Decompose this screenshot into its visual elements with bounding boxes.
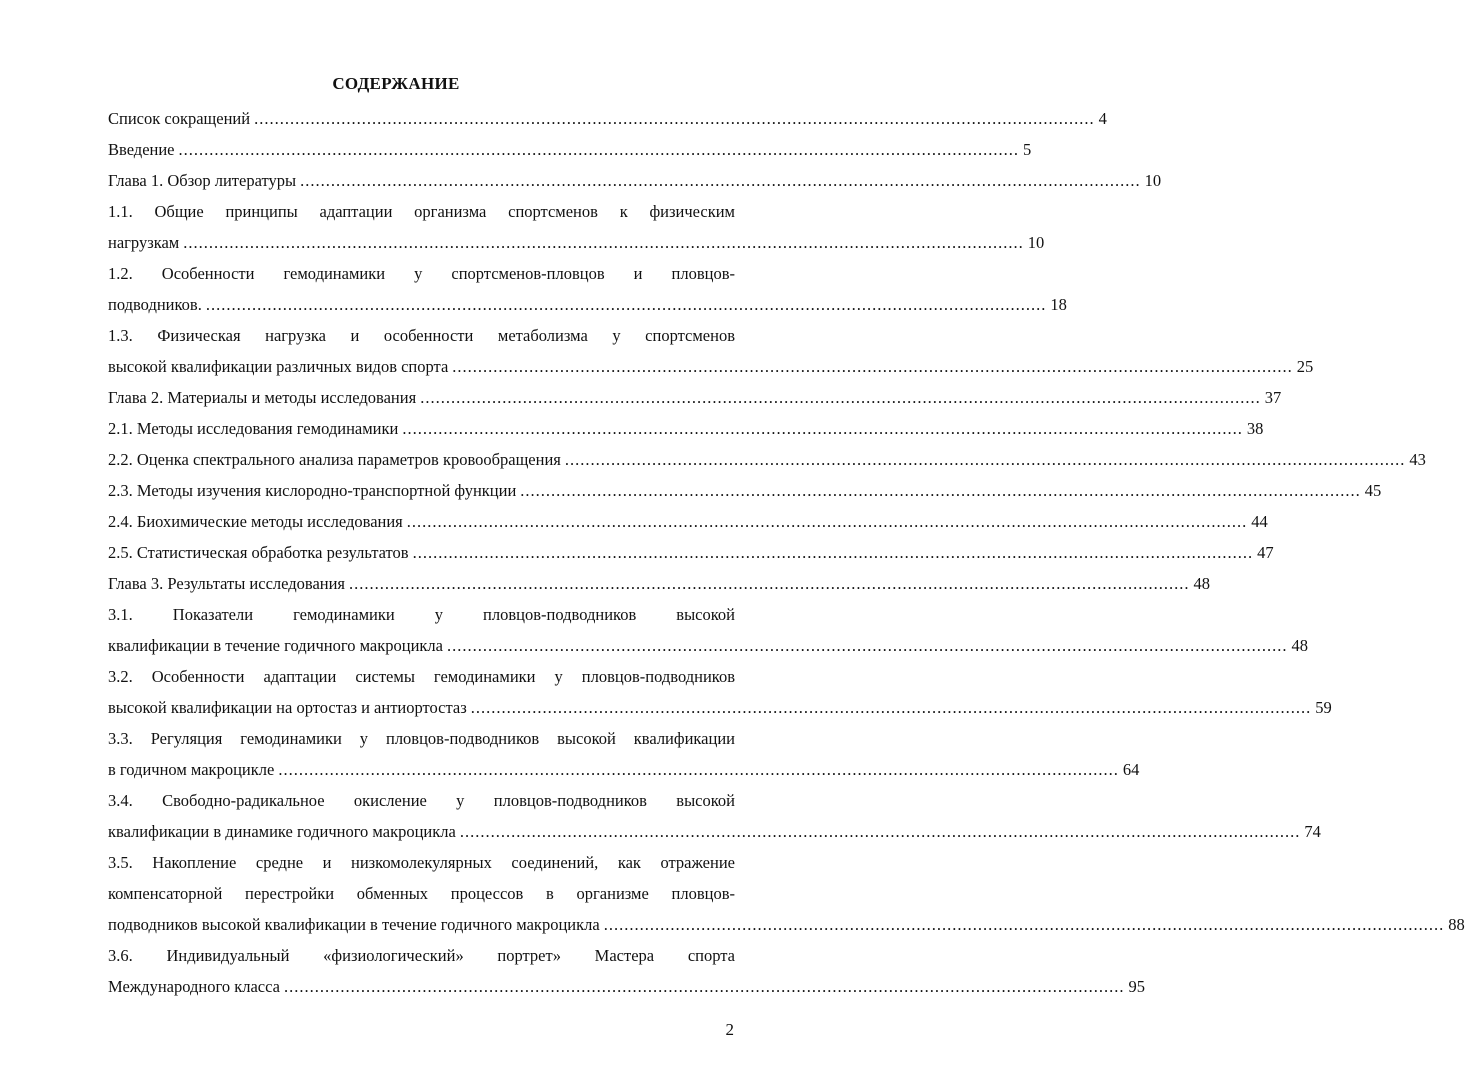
toc-entry-line: [108, 351, 1314, 382]
toc-entry-text: подводников высокой квалификации в течение годичного макроцикла: [108, 915, 600, 934]
toc-entry: [108, 165, 1162, 196]
toc-entry-line: [108, 227, 1045, 258]
toc-page-number: 18: [1050, 295, 1067, 314]
toc-entry: [108, 196, 1045, 258]
toc-entry-text: 2.3. Методы изучения кислородно-транспортной функции: [108, 481, 517, 500]
toc-entry: [108, 940, 1145, 1002]
toc-entry-text: 2.5. Статистическая обработка результатов: [108, 543, 409, 562]
toc-leader-dots: ....................................................................................................................................................................: [406, 512, 1248, 531]
toc-entry-line: [108, 289, 1067, 320]
toc-page-number: 5: [1023, 140, 1032, 159]
toc-entry: [108, 475, 1382, 506]
toc-leader-dots: ....................................................................................................................................................................: [420, 388, 1261, 407]
toc-page-number: 59: [1315, 698, 1332, 717]
toc-entry: [108, 413, 1264, 444]
toc-leader-dots: ....................................................................................................................................................................: [183, 233, 1024, 252]
page-number: 2: [725, 1020, 734, 1039]
toc-leader-dots: ....................................................................................................................................................................: [452, 357, 1293, 376]
toc-entry-line: [108, 475, 1382, 506]
toc-entry-text: квалификации в течение годичного макроцикла: [108, 636, 443, 655]
toc-leader-dots: ....................................................................................................................................................................: [283, 977, 1125, 996]
toc-entry-line: [108, 103, 1107, 134]
toc-leader-dots: ....................................................................................................................................................................: [447, 636, 1288, 655]
toc-page-number: 37: [1264, 388, 1282, 407]
toc-page-number: 10: [1144, 171, 1162, 190]
toc-entry-text: 2.1. Методы исследования гемодинамики: [108, 419, 399, 438]
toc-entry: [108, 568, 1211, 599]
toc-entry-text: высокой квалификации на ортостаз и антиортостаз: [108, 698, 467, 717]
toc-entry-text: подводников.: [108, 295, 202, 314]
toc-entry-text: в годичном макроцикле: [108, 760, 275, 779]
toc-entry-line: [108, 506, 1268, 537]
toc-page-number: 48: [1193, 574, 1211, 593]
toc-entry-line: [108, 568, 1211, 599]
toc-entry: [108, 847, 1465, 940]
toc-entry-heading-line: 1.2. Особенности гемодинамики у спортсменов-пловцов и пловцов-: [108, 264, 735, 283]
toc-page-number: 25: [1296, 357, 1314, 376]
toc-entry-line: [108, 816, 1321, 847]
toc-leader-dots: ....................................................................................................................................................................: [178, 140, 1020, 159]
toc-page-number: 48: [1291, 636, 1308, 655]
toc-page-number: 95: [1128, 977, 1145, 996]
toc-entry-text: Международного класса: [108, 977, 280, 996]
toc-page-number: 43: [1409, 450, 1426, 469]
toc-leader-dots: ....................................................................................................................................................................: [470, 698, 1312, 717]
toc-leader-dots: ....................................................................................................................................................................: [412, 543, 1254, 562]
toc-entry-heading-line: 1.1. Общие принципы адаптации организма спортсменов к физическим: [108, 202, 735, 221]
toc-leader-dots: ....................................................................................................................................................................: [520, 481, 1361, 500]
toc-entry-heading-line: 3.2. Особенности адаптации системы гемодинамики у пловцов-подводников: [108, 667, 735, 686]
toc-entry-heading-line: 3.3. Регуляция гемодинамики у пловцов-подводников высокой квалификации: [108, 729, 735, 748]
toc-entry: [108, 258, 1067, 320]
toc-entry-line: [108, 692, 1332, 723]
toc-entry-text: Глава 3. Результаты исследования: [108, 574, 346, 593]
toc-entry-line: [108, 165, 1162, 196]
toc-page-number: 4: [1098, 109, 1107, 128]
toc-leader-dots: ....................................................................................................................................................................: [300, 171, 1141, 190]
toc-page-number: 47: [1257, 543, 1274, 562]
toc-entry-text: квалификации в динамике годичного макроцикла: [108, 822, 456, 841]
toc-entry-text: Глава 1. Обзор литературы: [108, 171, 297, 190]
toc-entry-heading-line: 3.1. Показатели гемодинамики у пловцов-подводников высокой: [108, 605, 735, 624]
toc-entry-text: Введение: [108, 140, 175, 159]
toc-entry-text: нагрузкам: [108, 233, 180, 252]
toc-entry: [108, 723, 1140, 785]
toc-entry-heading-line: 3.6. Индивидуальный «физиологический» портрет» Мастера спорта: [108, 946, 735, 965]
toc-entry-line: [108, 413, 1264, 444]
toc-page-number: 45: [1364, 481, 1382, 500]
table-of-contents: [108, 103, 1465, 1002]
toc-entry-text: Глава 2. Материалы и методы исследования: [108, 388, 417, 407]
toc-entry-text: 2.2. Оценка спектрального анализа параметров кровообращения: [108, 450, 561, 469]
page-title: СОДЕРЖАНИЕ: [332, 74, 460, 93]
toc-entry-text: высокой квалификации различных видов спорта: [108, 357, 449, 376]
toc-entry: [108, 599, 1308, 661]
toc-leader-dots: ....................................................................................................................................................................: [603, 915, 1445, 934]
toc-entry: [108, 537, 1274, 568]
toc-entry-line: [108, 909, 1465, 940]
toc-entry-line: [108, 444, 1426, 475]
toc-entry-text: 2.4. Биохимические методы исследования: [108, 512, 403, 531]
toc-entry: [108, 320, 1314, 382]
toc-entry-line: [108, 382, 1282, 413]
toc-entry-heading-line: компенсаторной перестройки обменных процессов в организме пловцов-: [108, 884, 735, 903]
toc-page-number: 10: [1027, 233, 1045, 252]
toc-entry: [108, 444, 1426, 475]
toc-leader-dots: ....................................................................................................................................................................: [402, 419, 1243, 438]
toc-page-number: 38: [1246, 419, 1264, 438]
toc-page-number: 44: [1251, 512, 1268, 531]
toc-entry-heading-line: 3.4. Свободно-радикальное окисление у пловцов-подводников высокой: [108, 791, 735, 810]
toc-leader-dots: ....................................................................................................................................................................: [278, 760, 1119, 779]
toc-entry-line: [108, 537, 1274, 568]
toc-entry: [108, 785, 1321, 847]
toc-entry: [108, 103, 1107, 134]
toc-page-number: 74: [1304, 822, 1321, 841]
toc-leader-dots: ....................................................................................................................................................................: [564, 450, 1406, 469]
toc-page-number: 64: [1122, 760, 1140, 779]
toc-leader-dots: ....................................................................................................................................................................: [459, 822, 1301, 841]
toc-entry-line: [108, 134, 1032, 165]
toc-entry-heading-line: 1.3. Физическая нагрузка и особенности метаболизма у спортсменов: [108, 326, 735, 345]
toc-entry: [108, 134, 1032, 165]
toc-entry-heading-line: 3.5. Накопление средне и низкомолекулярных соединений, как отражение: [108, 853, 735, 872]
toc-entry-text: Список сокращений: [108, 109, 251, 128]
toc-leader-dots: ....................................................................................................................................................................: [349, 574, 1190, 593]
toc-entry: [108, 661, 1332, 723]
toc-entry-line: [108, 754, 1140, 785]
toc-leader-dots: ....................................................................................................................................................................: [205, 295, 1047, 314]
toc-entry-line: [108, 630, 1308, 661]
toc-page-number: 88: [1448, 915, 1465, 934]
toc-entry: [108, 506, 1268, 537]
toc-entry: [108, 382, 1282, 413]
toc-entry-line: [108, 971, 1145, 1002]
toc-leader-dots: ....................................................................................................................................................................: [254, 109, 1095, 128]
